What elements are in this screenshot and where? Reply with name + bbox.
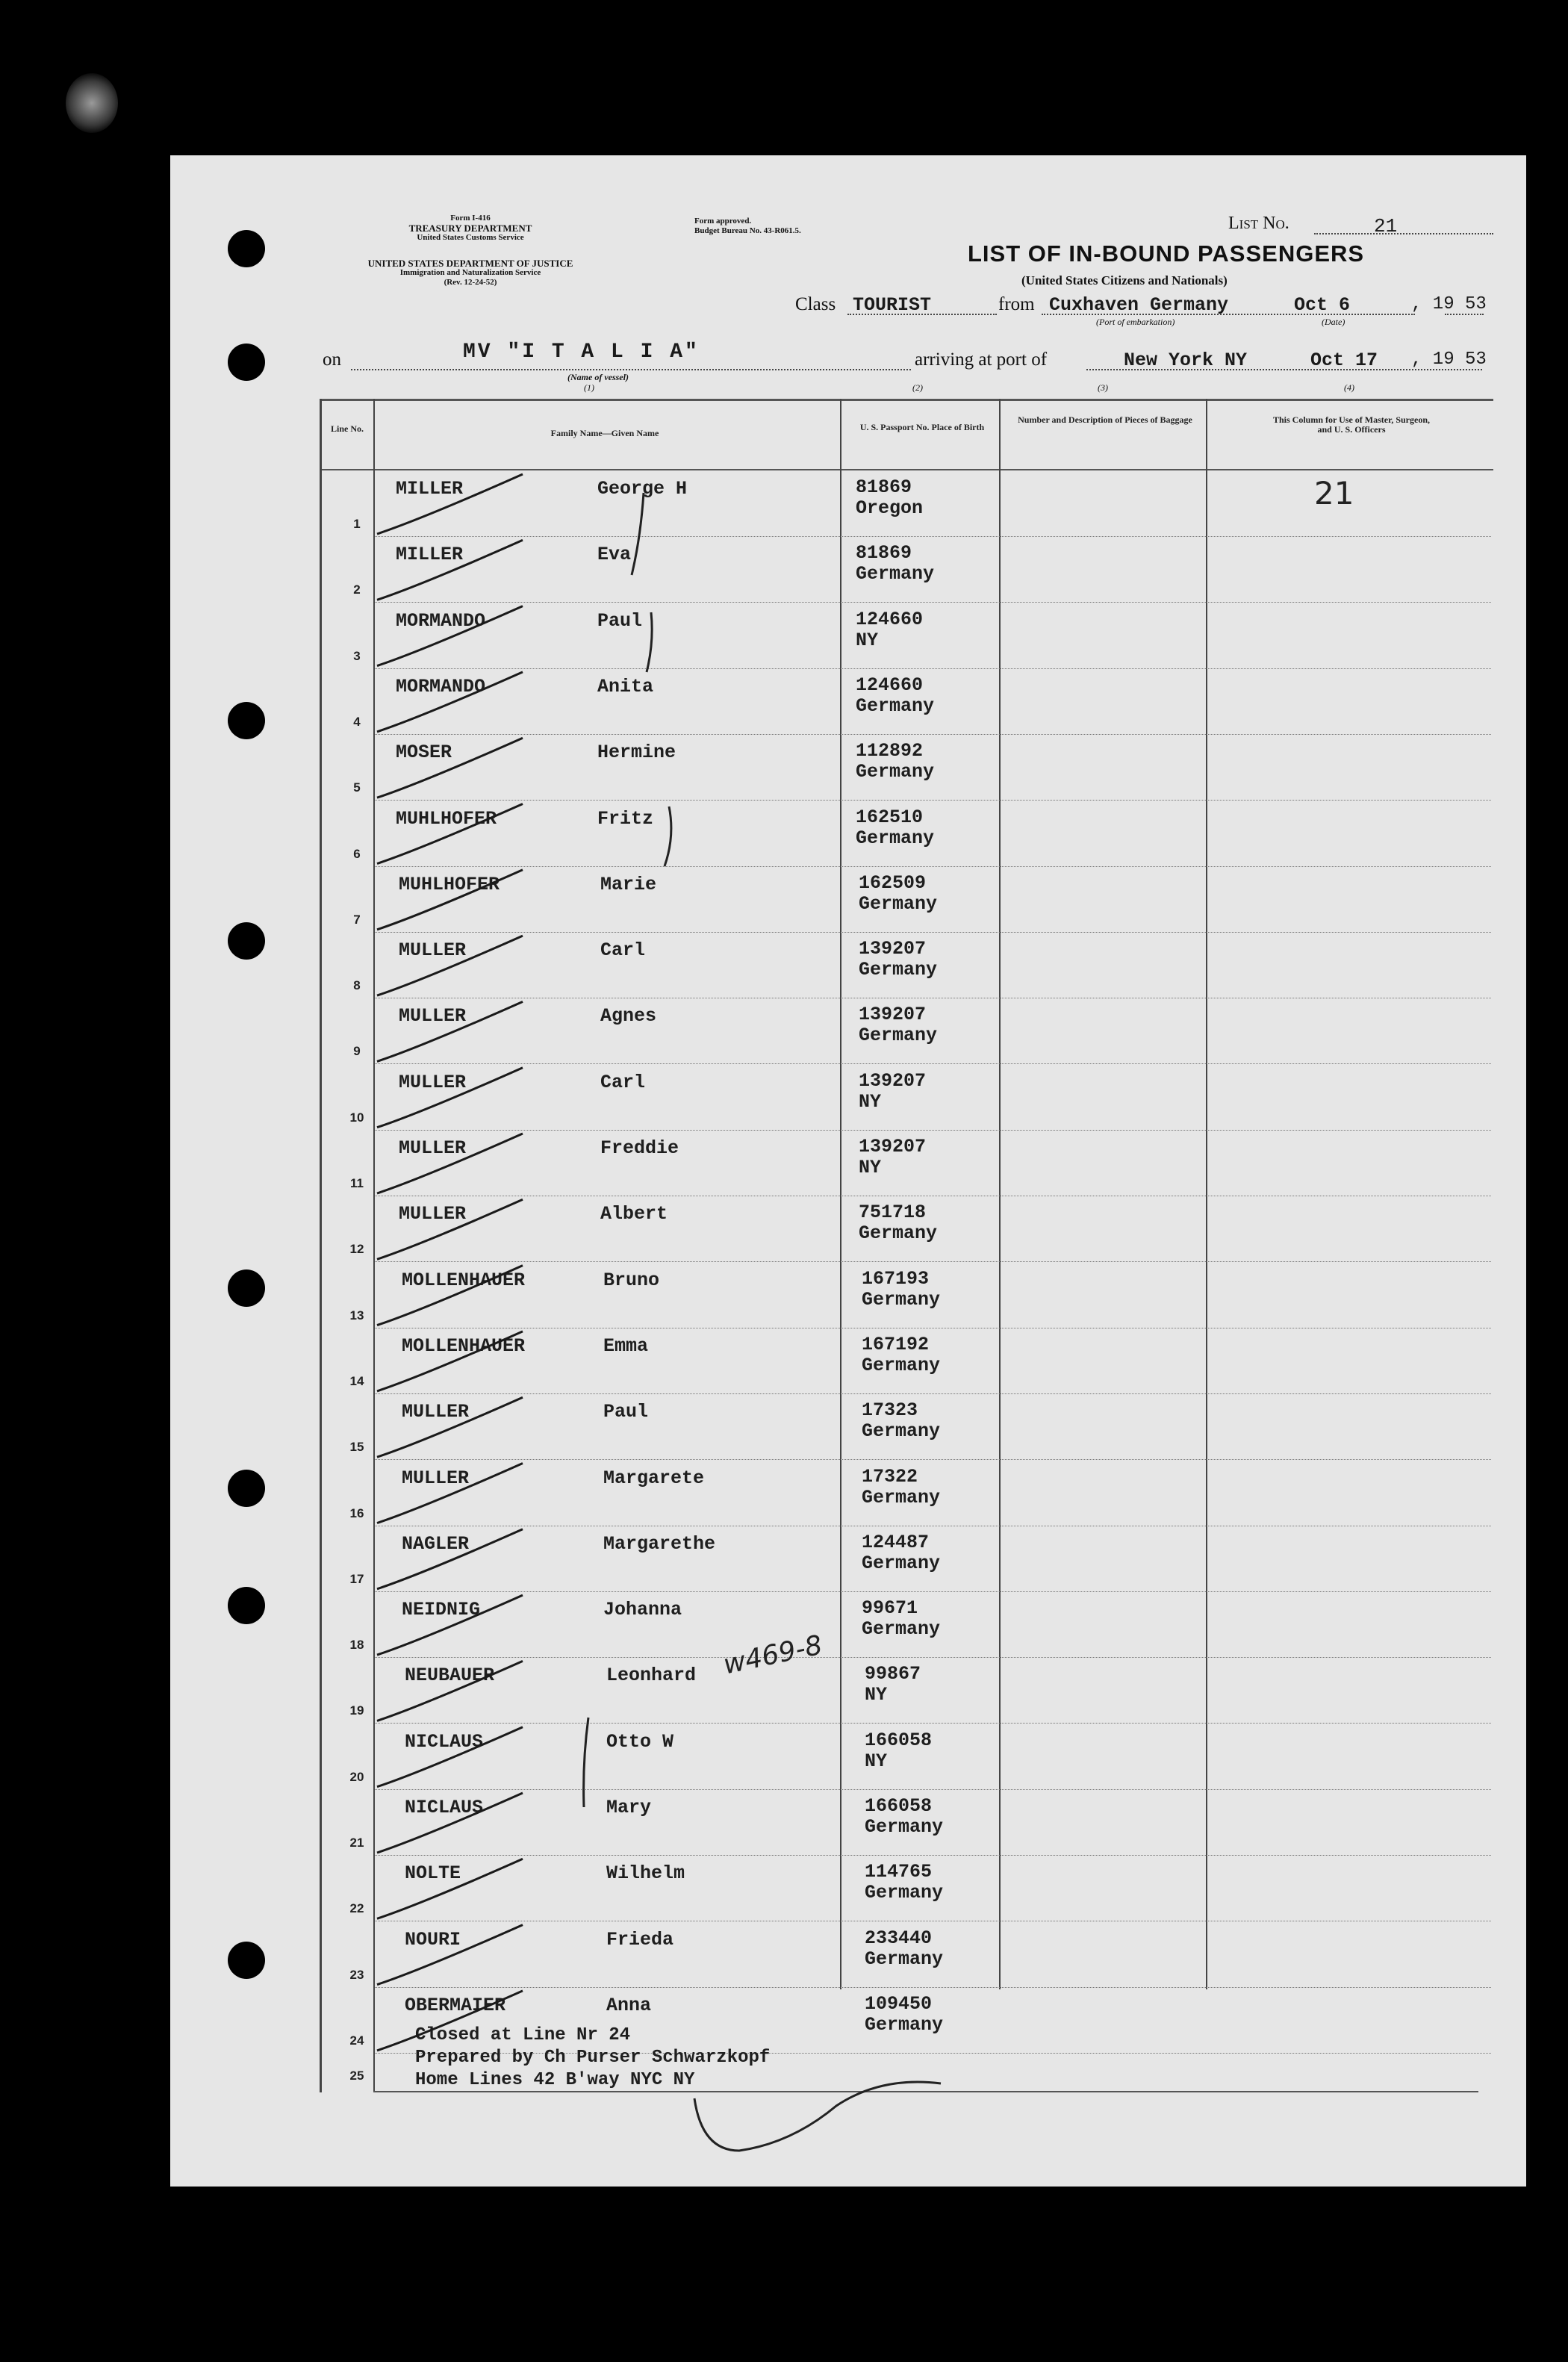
arrival-date: Oct 17 (1310, 349, 1378, 371)
passport-number: 124660 (856, 674, 924, 696)
family-name: MULLER (399, 1071, 467, 1093)
birth-place: NY (856, 629, 879, 651)
check-mark (377, 1727, 523, 1787)
line-number: 25 (349, 2069, 364, 2083)
given-name: Carl (600, 939, 646, 962)
passport-number: 139207 (859, 1004, 927, 1026)
line-number: 14 (349, 1373, 364, 1388)
line-number: 11 (350, 1176, 364, 1190)
arrival-port: New York NY (1124, 349, 1248, 371)
arriving-label: arriving at port of (915, 349, 1048, 370)
justice-dept: UNITED STATES DEPARTMENT OF JUSTICE (367, 258, 573, 269)
col-header-officers: This Column for Use of Master, Surgeon, and U. S. Officers (1272, 414, 1430, 435)
check-mark (377, 672, 523, 732)
passport-number: 114765 (865, 1861, 933, 1883)
arrival-year: , 19 53 (1411, 349, 1487, 370)
line-number: 3 (353, 648, 361, 663)
approved-label: Form approved. (694, 217, 752, 226)
ins-service: Immigration and Naturalization Service (399, 268, 541, 277)
family-name: NOURI (405, 1928, 461, 1951)
birth-place: Germany (862, 1288, 941, 1311)
birth-place: Oregon (856, 497, 924, 519)
passport-number: 162510 (856, 806, 924, 828)
given-name: Mary (606, 1797, 652, 1818)
family-name: MULLER (402, 1401, 470, 1423)
given-name: Marie (600, 873, 657, 895)
given-name: Paul (603, 1401, 649, 1423)
check-mark (377, 1661, 523, 1721)
family-name: MULLER (399, 939, 467, 962)
treasury-dept: TREASURY DEPARTMENT (408, 223, 532, 234)
from-label: from (998, 294, 1035, 314)
line-number: 1 (353, 517, 361, 531)
passport-number: 162509 (859, 871, 927, 894)
page-title: LIST OF IN-BOUND PASSENGERS (968, 240, 1365, 267)
check-mark (377, 1331, 526, 1391)
birth-place: Germany (859, 1222, 938, 1245)
passport-number: 17323 (862, 1399, 918, 1422)
family-name: NAGLER (402, 1532, 470, 1555)
customs-service: United States Customs Service (417, 233, 524, 242)
birth-place: NY (859, 1090, 882, 1113)
line-number: 20 (349, 1769, 364, 1784)
passport-number: 124660 (856, 608, 924, 630)
family-name: MILLER (396, 478, 464, 500)
line-number: 15 (349, 1440, 364, 1455)
line-number: 22 (349, 1901, 364, 1916)
home-lines-address: Home Lines 42 B'way NYC NY (415, 2070, 695, 2090)
line-number: 13 (349, 1308, 364, 1323)
line-number: 5 (353, 780, 361, 795)
line-number: 7 (353, 912, 361, 927)
given-name: Frieda (606, 1928, 674, 1951)
birth-place: Germany (856, 827, 935, 849)
given-name: Hermine (597, 742, 676, 764)
given-name: Otto W (606, 1730, 674, 1753)
page-subtitle: (United States Citizens and Nationals) (1021, 273, 1228, 288)
birth-place: Germany (865, 1816, 944, 1838)
line-number: 10 (349, 1110, 364, 1125)
list-number: 21 (1374, 215, 1398, 237)
departure-year: , 19 53 (1411, 294, 1487, 314)
passport-number: 166058 (865, 1795, 933, 1817)
birth-place: Germany (856, 694, 935, 717)
col-header-line: Line No. (330, 423, 364, 434)
check-mark (377, 1859, 523, 1918)
family-name: NEUBAUER (405, 1665, 495, 1687)
passport-number: 112892 (856, 740, 924, 762)
check-mark (377, 804, 523, 864)
check-mark (377, 1199, 523, 1259)
check-mark (377, 1068, 523, 1128)
departure-date: Oct 6 (1294, 294, 1351, 316)
pen-stroke (665, 807, 671, 866)
check-mark (377, 540, 523, 600)
line-number: 2 (353, 582, 361, 597)
given-name: Carl (600, 1071, 646, 1093)
given-name: Johanna (603, 1599, 682, 1621)
given-name: Fritz (597, 807, 654, 830)
officer-count-note: 21 (1314, 475, 1354, 512)
given-name: Wilhelm (606, 1862, 685, 1885)
col-header-baggage: Number and Description of Pieces of Baggage (1018, 414, 1192, 425)
given-name: Eva (597, 544, 632, 566)
vessel-name: MV "I T A L I A" (463, 341, 700, 364)
birth-place: Germany (859, 892, 938, 915)
line-number: 6 (353, 846, 361, 861)
given-name: Margarethe (603, 1532, 716, 1555)
col3-number: (3) (1098, 382, 1108, 393)
family-name: MOLLENHAUER (402, 1269, 526, 1291)
check-mark (377, 936, 523, 995)
birth-place: Germany (859, 1025, 938, 1047)
birth-place: Germany (865, 2013, 944, 2036)
line-number: 18 (349, 1638, 364, 1653)
family-name: MORMANDO (396, 609, 486, 632)
col-header-name: Family Name—Given Name (550, 428, 659, 438)
vessel-col-number: (1) (584, 382, 594, 393)
check-mark (377, 870, 523, 930)
family-name: NICLAUS (405, 1730, 484, 1753)
family-name: NICLAUS (405, 1797, 484, 1818)
given-name: Paul (597, 609, 643, 632)
line-number: 4 (353, 714, 361, 729)
vessel-caption: (Name of vessel) (567, 372, 629, 382)
birth-place: Germany (862, 1420, 941, 1443)
family-name: MUHLHOFER (396, 807, 497, 830)
passport-number: 99867 (865, 1663, 921, 1685)
given-name: Albert (600, 1203, 668, 1225)
family-name: MULLER (399, 1005, 467, 1028)
check-mark (377, 1134, 523, 1193)
given-name: Emma (603, 1334, 649, 1357)
pen-stroke (694, 2082, 941, 2151)
family-name: OBERMAIER (405, 1994, 506, 2016)
birth-place: Germany (862, 1552, 941, 1574)
check-mark (377, 1793, 523, 1853)
embarkation-port: Cuxhaven Germany (1049, 294, 1229, 316)
closing-line: Closed at Line Nr 24 (415, 2025, 631, 2045)
pen-stroke (647, 612, 652, 672)
birth-place: NY (865, 1684, 888, 1706)
line-number: 21 (349, 1836, 364, 1850)
check-mark (377, 1464, 523, 1523)
given-name: Leonhard (606, 1665, 697, 1687)
family-name: MULLER (399, 1137, 467, 1159)
class-label: Class (795, 294, 836, 314)
family-name: MORMANDO (396, 675, 486, 697)
family-name: NEIDNIG (402, 1599, 481, 1621)
birth-place: Germany (856, 563, 935, 585)
check-mark (377, 1991, 523, 2051)
pen-stroke (584, 1718, 588, 1807)
family-name: MULLER (399, 1203, 467, 1225)
date-caption: (Date) (1322, 317, 1345, 327)
col4-number: (4) (1344, 382, 1354, 393)
family-name: MOLLENHAUER (402, 1334, 526, 1357)
given-name: Freddie (600, 1137, 679, 1159)
passport-number: 139207 (859, 1069, 927, 1092)
given-name: George H (597, 478, 688, 500)
check-mark (377, 606, 523, 666)
line-number: 8 (353, 978, 361, 993)
birth-place: Germany (862, 1354, 941, 1376)
birth-place: Germany (862, 1486, 941, 1508)
handwritten-annotation: w469-8 (721, 1629, 825, 1681)
passport-number: 124487 (862, 1531, 930, 1553)
passport-number: 99671 (862, 1597, 918, 1620)
passport-number: 167193 (862, 1267, 930, 1290)
given-name: Anita (597, 675, 654, 697)
col-header-passport: U. S. Passport No. Place of Birth (859, 422, 985, 432)
line-number: 16 (349, 1505, 364, 1520)
form-revision: (Rev. 12-24-52) (444, 278, 497, 287)
family-name: MUHLHOFER (399, 873, 500, 895)
line-number: 12 (349, 1242, 364, 1257)
birth-place: Germany (865, 1882, 944, 1904)
birth-place: Germany (859, 959, 938, 981)
pen-stroke (632, 493, 644, 575)
family-name: NOLTE (405, 1862, 461, 1885)
given-name: Anna (606, 1994, 652, 2016)
given-name: Agnes (600, 1005, 657, 1028)
passport-number: 139207 (859, 938, 927, 960)
check-mark (377, 1529, 523, 1589)
family-name: MILLER (396, 544, 464, 566)
passport-number: 139207 (859, 1136, 927, 1157)
birth-place: Germany (865, 1948, 944, 1970)
prepared-by-line: Prepared by Ch Purser Schwarzkopf (415, 2048, 771, 2068)
col2-number: (2) (912, 382, 923, 393)
birth-place: Germany (856, 761, 935, 783)
check-mark (377, 1397, 523, 1457)
check-mark (377, 1595, 523, 1655)
line-number: 9 (353, 1044, 361, 1059)
family-name: MULLER (402, 1467, 470, 1489)
check-mark (377, 1266, 526, 1325)
passport-number: 167192 (862, 1333, 930, 1355)
class-value: TOURIST (853, 294, 932, 316)
given-name: Margarete (603, 1467, 705, 1489)
passport-number: 233440 (865, 1927, 933, 1949)
on-label: on (323, 349, 341, 370)
list-label: List No. (1228, 214, 1289, 233)
check-mark (377, 1001, 523, 1061)
check-mark (377, 738, 523, 798)
port-caption: (Port of embarkation) (1096, 317, 1175, 327)
birth-place: Germany (862, 1618, 941, 1641)
budget-number: Budget Bureau No. 43-R061.5. (694, 226, 801, 235)
birth-place: NY (859, 1157, 882, 1178)
line-number: 24 (349, 2033, 364, 2048)
family-name: MOSER (396, 742, 452, 764)
passport-number: 109450 (865, 1992, 933, 2015)
passport-number: 81869 (856, 476, 912, 498)
check-mark (377, 474, 523, 534)
check-mark (377, 1925, 523, 1985)
passport-number: 81869 (856, 542, 912, 565)
passport-number: 17322 (862, 1465, 918, 1488)
given-name: Bruno (603, 1269, 660, 1291)
birth-place: NY (865, 1750, 888, 1772)
line-number: 19 (349, 1703, 364, 1718)
passport-number: 166058 (865, 1729, 933, 1751)
form-number: Form I-416 (450, 214, 491, 223)
line-number: 23 (349, 1967, 364, 1982)
passport-number: 751718 (859, 1202, 927, 1224)
line-number: 17 (349, 1571, 364, 1586)
